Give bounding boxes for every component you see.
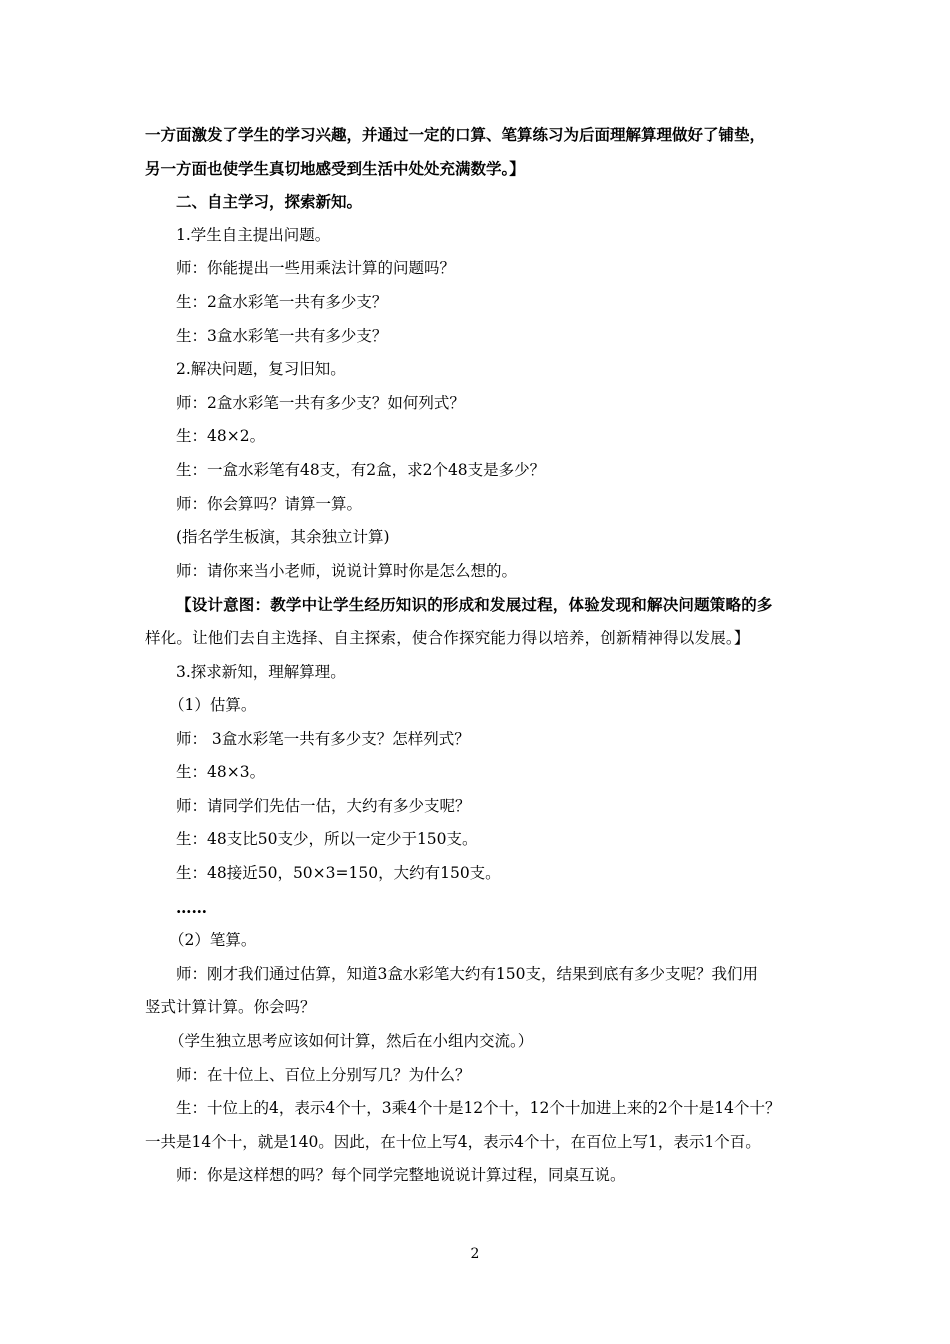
text-line: …… bbox=[176, 897, 207, 917]
text-line: 生：48接近50，50×3=150，大约有150支。 bbox=[176, 864, 501, 883]
text-line: 样化。让他们去自主选择、自主探索，使合作探究能力得以培养，创新精神得以发展。】 bbox=[145, 628, 750, 647]
text-line: 师：在十位上、百位上分别写几？为什么？ bbox=[176, 1065, 471, 1084]
text-line: 师：你是这样想的吗？每个同学完整地说说计算过程，同桌互说。 bbox=[176, 1166, 626, 1185]
text-line: （1）估算。 bbox=[169, 696, 257, 715]
text-line: 另一方面也使学生真切地感受到生活中处处充满数学。】 bbox=[145, 158, 525, 178]
text-line: 二、自主学习，探索新知。 bbox=[176, 192, 363, 212]
text-line: 3.探求新知，理解算理。 bbox=[176, 662, 346, 681]
text-line: (指名学生板演，其余独立计算) bbox=[176, 528, 390, 547]
text-line: 2.解决问题，复习旧知。 bbox=[176, 360, 346, 379]
text-line: （学生独立思考应该如何计算，然后在小组内交流。） bbox=[169, 1032, 534, 1051]
text-line: 生：3盒水彩笔一共有多少支？ bbox=[176, 326, 388, 345]
text-line: 生：48×3。 bbox=[176, 763, 266, 782]
text-line: 师：你会算吗？请算一算。 bbox=[176, 494, 363, 513]
text-line: 师：请你来当小老师，说说计算时你是怎么想的。 bbox=[176, 561, 518, 580]
text-line: 生：48×2。 bbox=[176, 427, 266, 446]
text-line: 师： 3盒水彩笔一共有多少支？怎样列式？ bbox=[176, 729, 470, 748]
text-line: 生：一盒水彩笔有48支，有2盒，求2个48支是多少？ bbox=[176, 460, 546, 479]
text-line: （2）笔算。 bbox=[169, 931, 257, 950]
text-line: 师：你能提出一些用乘法计算的问题吗？ bbox=[176, 259, 456, 278]
text-line: 生：十位上的4，表示4个十，3乘4个十是12个十，12个十加进上来的2个十是14个十？ bbox=[176, 1099, 781, 1118]
text-line: 1.学生自主提出问题。 bbox=[176, 225, 331, 244]
text-line: 师：请同学们先估一估，大约有多少支呢？ bbox=[176, 796, 471, 815]
text-line: 生：2盒水彩笔一共有多少支？ bbox=[176, 292, 388, 311]
text-line: 【设计意图：教学中让学生经历知识的形成和发展过程，体验发现和解决问题策略的多 bbox=[176, 595, 773, 615]
document-page bbox=[145, 118, 810, 1193]
text-line: 竖式计算计算。你会吗？ bbox=[145, 998, 316, 1017]
text-line: 师：2盒水彩笔一共有多少支？如何列式？ bbox=[176, 393, 465, 412]
text-line: 一共是14个十，就是140。因此，在十位上写4，表示4个十，在百位上写1，表示1个百。 bbox=[145, 1132, 761, 1151]
text-line: 一方面激发了学生的学习兴趣，并通过一定的口算、笔算练习为后面理解算理做好了铺垫， bbox=[145, 125, 766, 144]
text-line: 师：刚才我们通过估算，知道3盒水彩笔大约有150支，结果到底有多少支呢？我们用 bbox=[176, 964, 758, 983]
text-line: 生：48支比50支少，所以一定少于150支。 bbox=[176, 830, 478, 849]
page-number: 2 bbox=[470, 1246, 480, 1262]
